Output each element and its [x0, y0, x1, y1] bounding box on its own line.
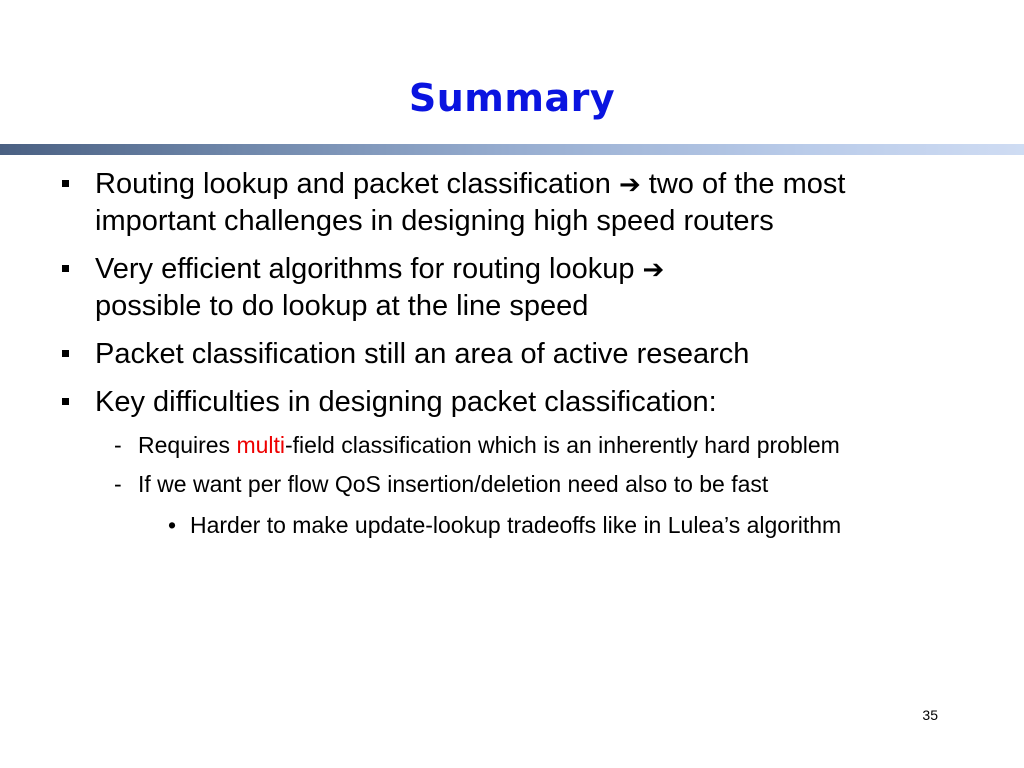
bullet-1-text-b: two of the most important challenges in designing high speed routers [95, 168, 846, 237]
slide-title: Summary [408, 76, 616, 120]
page-number: 35 [922, 707, 938, 723]
highlight-text: multi [236, 432, 285, 458]
dash-marker: - [114, 432, 122, 458]
dot-marker: • [168, 512, 177, 538]
sub-bullet-1-text-a: Requires [138, 432, 237, 458]
bullet-item-1 [95, 166, 925, 239]
dash-marker: - [114, 471, 122, 497]
sub-sub-bullet-item-1 [168, 510, 890, 540]
title-divider [0, 144, 1024, 155]
bullet-list [0, 166, 1024, 540]
square-bullet-icon [62, 398, 69, 405]
square-bullet-icon [62, 180, 69, 187]
right-arrow-icon: ➔ [642, 255, 665, 285]
bullet-2-text-a: Very efficient algorithms for routing lookup [95, 253, 643, 285]
bullet-item-2 [95, 251, 925, 324]
sub-sub-bullet-1-text: Harder to make update-lookup tradeoffs like in Lulea’s algorithm [190, 512, 842, 538]
sub-bullet-1-text-b: -field classification which is an inherently hard problem [285, 432, 840, 458]
bullet-3-text: Packet classification still an area of active research [95, 338, 750, 370]
bullet-4-text: Key difficulties in designing packet classification: [95, 386, 717, 418]
sub-bullet-item-1 [114, 430, 908, 460]
square-bullet-icon [62, 265, 69, 272]
bullet-item-3 [95, 336, 925, 372]
right-arrow-icon: ➔ [618, 170, 641, 200]
bullet-1-text-a: Routing lookup and packet classification [95, 168, 619, 200]
sub-bullet-2-text: If we want per flow QoS insertion/deletion need also to be fast [138, 471, 769, 497]
bullet-2-text-b: possible to do lookup at the line speed [95, 290, 589, 322]
bullet-item-4 [95, 384, 925, 420]
square-bullet-icon [62, 350, 69, 357]
sub-bullet-item-2 [114, 469, 908, 499]
